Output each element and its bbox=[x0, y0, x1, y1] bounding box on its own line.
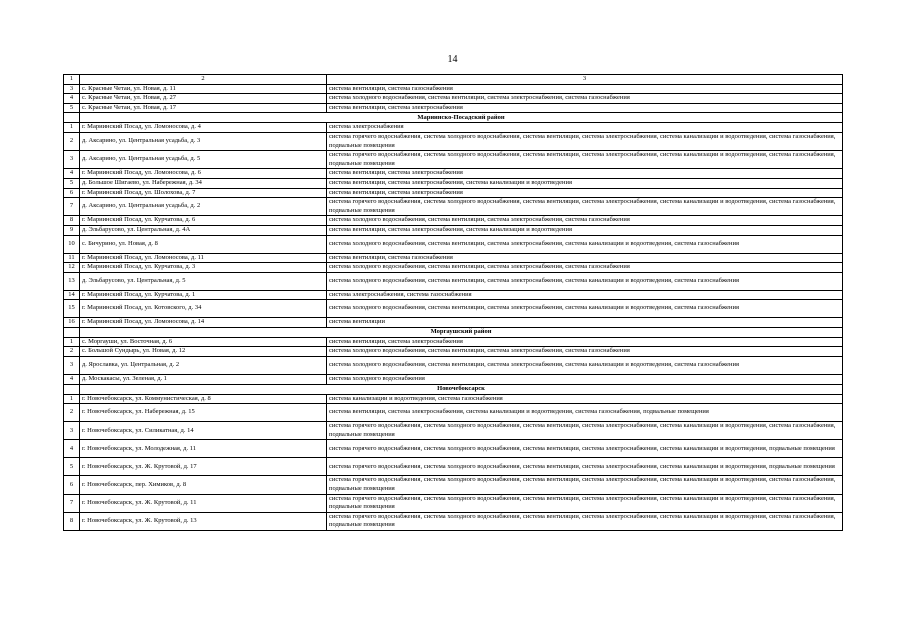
table-row bbox=[64, 440, 843, 458]
row-number: 2 bbox=[64, 404, 80, 422]
systems-cell: система вентиляции, система электроснабжения bbox=[327, 103, 843, 113]
row-number: 7 bbox=[64, 198, 80, 216]
systems-cell: система вентиляции, система газоснабжения bbox=[327, 253, 843, 263]
systems-cell: система холодного водоснабжения, система вентиляции, система электроснабжения, система канализации и водоотведения, система газоснабжения bbox=[327, 235, 843, 253]
address-cell: г. Мариинский Посад, ул. Ломоносова, д. 4 bbox=[80, 123, 327, 133]
row-number: 5 bbox=[64, 103, 80, 113]
table-header-row bbox=[64, 75, 843, 85]
row-number: 5 bbox=[64, 178, 80, 188]
row-number: 4 bbox=[64, 440, 80, 458]
row-number: 12 bbox=[64, 263, 80, 273]
row-number: 4 bbox=[64, 375, 80, 385]
table-row bbox=[64, 318, 843, 328]
systems-cell: система электроснабжения bbox=[327, 123, 843, 133]
table-row bbox=[64, 458, 843, 476]
systems-cell: система холодного водоснабжения, система вентиляции, система электроснабжения, система газоснабжения bbox=[327, 216, 843, 226]
systems-cell: система горячего водоснабжения, система холодного водоснабжения, система вентиляции, система электроснабжения, система канализации и водоотведения, подвальные помещения bbox=[327, 458, 843, 476]
section-title: Новочебоксарск bbox=[80, 384, 843, 394]
row-number: 6 bbox=[64, 188, 80, 198]
systems-cell: система вентиляции, система электроснабжения bbox=[327, 337, 843, 347]
row-number: 11 bbox=[64, 253, 80, 263]
table-row bbox=[64, 512, 843, 530]
row-number: 3 bbox=[64, 422, 80, 440]
systems-cell: система холодного водоснабжения, система вентиляции, система электроснабжения, система канализации и водоотведения, система газоснабжения bbox=[327, 357, 843, 375]
column-address-header: 2 bbox=[80, 75, 327, 85]
table-row bbox=[64, 225, 843, 235]
row-number: 3 bbox=[64, 151, 80, 169]
row-number: 7 bbox=[64, 494, 80, 512]
page-number: 14 bbox=[447, 54, 458, 65]
objects-table bbox=[63, 74, 843, 531]
table-row bbox=[64, 476, 843, 494]
column-systems-header: 3 bbox=[327, 75, 843, 85]
address-cell: г. Мариинский Посад, ул. Шолохова, д. 7 bbox=[80, 188, 327, 198]
section-header-row bbox=[64, 113, 843, 123]
table-row bbox=[64, 357, 843, 375]
column-number-header: 1 bbox=[64, 75, 80, 85]
address-cell: д. Большое Шигаево, ул. Набережная, д. 34 bbox=[80, 178, 327, 188]
systems-cell: система холодного водоснабжения, система вентиляции, система электроснабжения, система газоснабжения bbox=[327, 347, 843, 357]
address-cell: г. Мариинский Посад, ул. Ломоносова, д. 6 bbox=[80, 169, 327, 179]
row-number: 4 bbox=[64, 94, 80, 104]
objects-table-body bbox=[64, 75, 843, 531]
systems-cell: система горячего водоснабжения, система холодного водоснабжения, система вентиляции, система электроснабжения, система канализации и водоотведения, система газоснабжения, подвальные помещения bbox=[327, 476, 843, 494]
systems-cell: система канализации и водоотведения, система газоснабжения bbox=[327, 394, 843, 404]
section-header-row bbox=[64, 327, 843, 337]
row-number: 8 bbox=[64, 216, 80, 226]
row-number: 16 bbox=[64, 318, 80, 328]
section-header-row bbox=[64, 384, 843, 394]
address-cell: д. Аксарино, ул. Центральная усадьба, д. 2 bbox=[80, 198, 327, 216]
table-row bbox=[64, 253, 843, 263]
address-cell: д. Аксарино, ул. Центральная усадьба, д. 5 bbox=[80, 151, 327, 169]
row-number: 1 bbox=[64, 394, 80, 404]
table-row bbox=[64, 169, 843, 179]
systems-cell: система вентиляции, система электроснабжения, система канализации и водоотведения bbox=[327, 178, 843, 188]
table-row bbox=[64, 198, 843, 216]
address-cell: г. Новочебоксарск, ул. Ж. Крутовой, д. 17 bbox=[80, 458, 327, 476]
table-row bbox=[64, 94, 843, 104]
row-number: 15 bbox=[64, 300, 80, 318]
systems-cell: система горячего водоснабжения, система холодного водоснабжения, система вентиляции, система электроснабжения, система канализации и водоотведения, система газоснабжения, подвальные помещения bbox=[327, 494, 843, 512]
row-number: 5 bbox=[64, 458, 80, 476]
systems-cell: система вентиляции bbox=[327, 318, 843, 328]
table-row bbox=[64, 132, 843, 150]
address-cell: с. Красные Четаи, ул. Новая, д. 11 bbox=[80, 84, 327, 94]
systems-cell: система вентиляции, система электроснабжения, система канализации и водоотведения, система газоснабжения, подвальные помещения bbox=[327, 404, 843, 422]
address-cell: с. Красные Четаи, ул. Новая, д. 17 bbox=[80, 103, 327, 113]
table-row bbox=[64, 290, 843, 300]
address-cell: д. Аксарино, ул. Центральная усадьба, д. 3 bbox=[80, 132, 327, 150]
table-row bbox=[64, 394, 843, 404]
systems-cell: система горячего водоснабжения, система холодного водоснабжения, система вентиляции, система электроснабжения, система канализации и водоотведения, подвальные помещения bbox=[327, 440, 843, 458]
row-number: 3 bbox=[64, 84, 80, 94]
systems-cell: система горячего водоснабжения, система холодного водоснабжения, система вентиляции, система электроснабжения, система канализации и водоотведения, система газоснабжения, подвальные помещения bbox=[327, 132, 843, 150]
systems-cell: система горячего водоснабжения, система холодного водоснабжения, система вентиляции, система электроснабжения, система канализации и водоотведения, система газоснабжения, подвальные помещения bbox=[327, 512, 843, 530]
systems-cell: система горячего водоснабжения, система холодного водоснабжения, система вентиляции, система электроснабжения, система канализации и водоотведения, система газоснабжения, подвальные помещения bbox=[327, 198, 843, 216]
table-row bbox=[64, 103, 843, 113]
table-row bbox=[64, 422, 843, 440]
row-number: 13 bbox=[64, 272, 80, 290]
systems-cell: система холодного водоснабжения bbox=[327, 375, 843, 385]
row-number: 1 bbox=[64, 337, 80, 347]
systems-cell: система вентиляции, система электроснабжения bbox=[327, 169, 843, 179]
address-cell: г. Мариинский Посад, ул. Курчатова, д. 3 bbox=[80, 263, 327, 273]
table-row bbox=[64, 216, 843, 226]
row-number: 10 bbox=[64, 235, 80, 253]
table-row bbox=[64, 404, 843, 422]
address-cell: г. Мариинский Посад, ул. Ломоносова, д. 14 bbox=[80, 318, 327, 328]
address-cell: с. Большой Сундырь, ул. Новая, д. 12 bbox=[80, 347, 327, 357]
address-cell: д. Эльбарусово, ул. Центральная, д. 5 bbox=[80, 272, 327, 290]
address-cell: с. Моргауши, ул. Восточная, д. 6 bbox=[80, 337, 327, 347]
systems-cell: система холодного водоснабжения, система вентиляции, система электроснабжения, система газоснабжения bbox=[327, 94, 843, 104]
address-cell: д. Эльбарусово, ул. Центральная, д. 4А bbox=[80, 225, 327, 235]
address-cell: г. Мариинский Посад, ул. Курчатова, д. 1 bbox=[80, 290, 327, 300]
address-cell: с. Красные Четаи, ул. Новая, д. 27 bbox=[80, 94, 327, 104]
table-row bbox=[64, 272, 843, 290]
table-row bbox=[64, 84, 843, 94]
row-number: 6 bbox=[64, 476, 80, 494]
row-number: 9 bbox=[64, 225, 80, 235]
systems-cell: система электроснабжения, система газоснабжения bbox=[327, 290, 843, 300]
address-cell: г. Новочебоксарск, ул. Ж. Крутовой, д. 11 bbox=[80, 494, 327, 512]
table-row bbox=[64, 300, 843, 318]
row-number: 8 bbox=[64, 512, 80, 530]
address-cell: д. Ярославка, ул. Центральная, д. 2 bbox=[80, 357, 327, 375]
table-row bbox=[64, 151, 843, 169]
table-row bbox=[64, 347, 843, 357]
systems-cell: система горячего водоснабжения, система холодного водоснабжения, система вентиляции, система электроснабжения, система канализации и водоотведения, система газоснабжения, подвальные помещения bbox=[327, 422, 843, 440]
section-title: Мариинско-Посадский район bbox=[80, 113, 843, 123]
address-cell: г. Новочебоксарск, ул. Набережная, д. 15 bbox=[80, 404, 327, 422]
row-number: 3 bbox=[64, 357, 80, 375]
systems-cell: система холодного водоснабжения, система вентиляции, система электроснабжения, система газоснабжения bbox=[327, 263, 843, 273]
systems-cell: система холодного водоснабжения, система вентиляции, система электроснабжения, система канализации и водоотведения, система газоснабжения bbox=[327, 300, 843, 318]
row-number: 14 bbox=[64, 290, 80, 300]
address-cell: г. Новочебоксарск, ул. Силикатная, д. 14 bbox=[80, 422, 327, 440]
table-row bbox=[64, 123, 843, 133]
address-cell: г. Мариинский Посад, ул. Курчатова, д. 6 bbox=[80, 216, 327, 226]
address-cell: г. Новочебоксарск, ул. Коммунистическая, д. 8 bbox=[80, 394, 327, 404]
row-number: 2 bbox=[64, 347, 80, 357]
table-row bbox=[64, 235, 843, 253]
table-row bbox=[64, 263, 843, 273]
systems-cell: система вентиляции, система газоснабжения bbox=[327, 84, 843, 94]
row-number: 4 bbox=[64, 169, 80, 179]
address-cell: г. Новочебоксарск, ул. Ж. Крутовой, д. 13 bbox=[80, 512, 327, 530]
table-row bbox=[64, 494, 843, 512]
section-title: Моргаушский район bbox=[80, 327, 843, 337]
systems-cell: система вентиляции, система электроснабжения, система канализации и водоотведения bbox=[327, 225, 843, 235]
address-cell: г. Новочебоксарск, пер. Химиков, д. 8 bbox=[80, 476, 327, 494]
systems-cell: система горячего водоснабжения, система холодного водоснабжения, система вентиляции, система электроснабжения, система канализации и водоотведения, система газоснабжения, подвальные помещения bbox=[327, 151, 843, 169]
row-number: 2 bbox=[64, 132, 80, 150]
row-number: 1 bbox=[64, 123, 80, 133]
systems-cell: система холодного водоснабжения, система вентиляции, система электроснабжения, система канализации и водоотведения, система газоснабжения bbox=[327, 272, 843, 290]
address-cell: г. Мариинский Посад, ул. Котовского, д. 34 bbox=[80, 300, 327, 318]
table-row bbox=[64, 178, 843, 188]
address-cell: с. Бичурино, ул. Новая, д. 8 bbox=[80, 235, 327, 253]
systems-cell: система вентиляции, система электроснабжения bbox=[327, 188, 843, 198]
table-row bbox=[64, 337, 843, 347]
address-cell: г. Мариинский Посад, ул. Ломоносова, д. 11 bbox=[80, 253, 327, 263]
address-cell: г. Новочебоксарск, ул. Молодежная, д. 11 bbox=[80, 440, 327, 458]
address-cell: д. Москакасы, ул. Зеленая, д. 1 bbox=[80, 375, 327, 385]
table-row bbox=[64, 375, 843, 385]
table-row bbox=[64, 188, 843, 198]
